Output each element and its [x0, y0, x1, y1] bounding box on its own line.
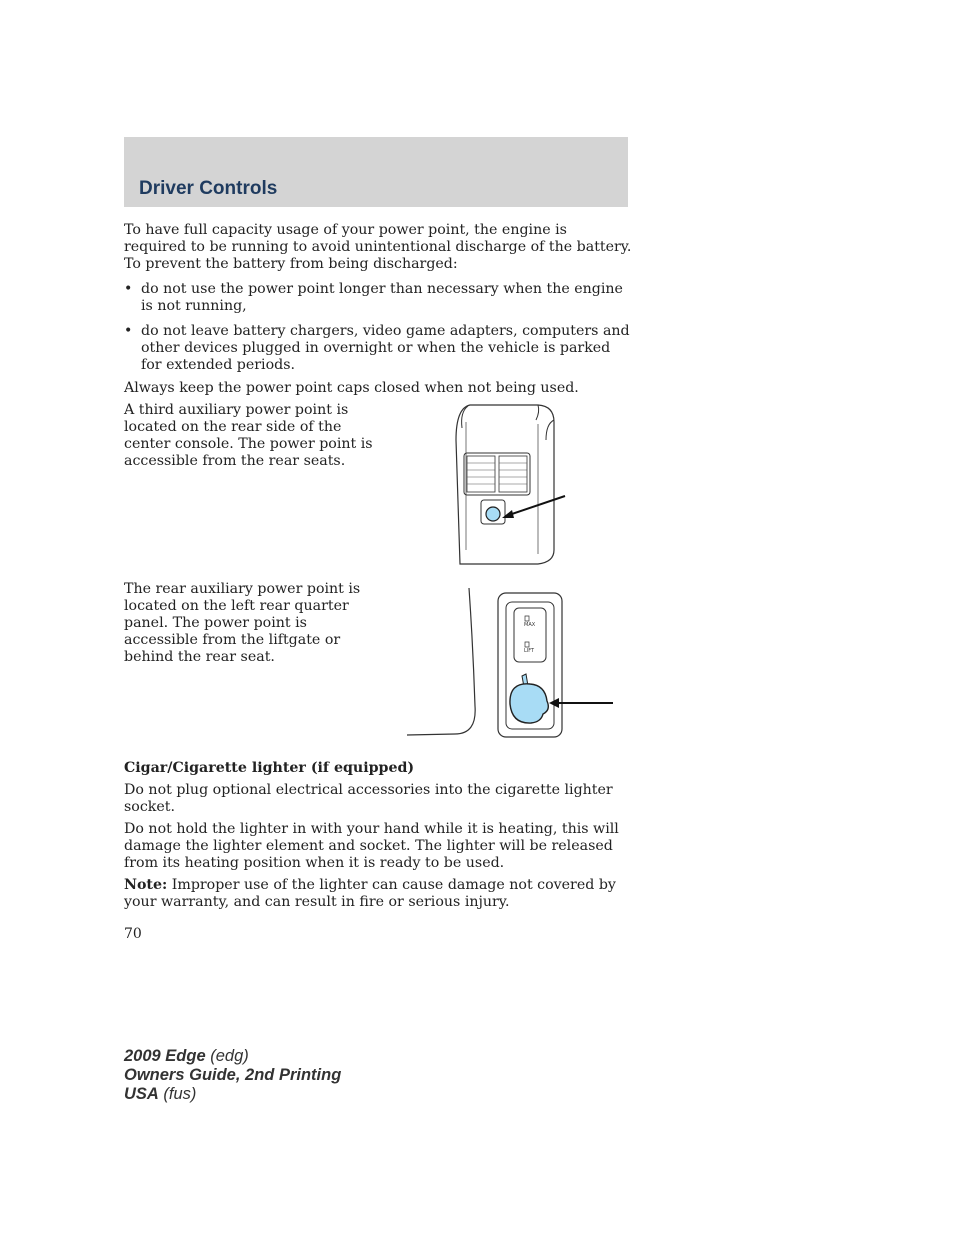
list-item	[124, 323, 632, 374]
bullet-icon: •	[124, 281, 133, 297]
footer-model: 2009 Edge	[124, 1047, 206, 1065]
intro-paragraph: To have full capacity usage of your power point, the engine is required to be running to avoid unintentional discharge of the battery. To prevent the battery from being discharged:	[124, 222, 632, 272]
list-item	[124, 281, 632, 315]
page-number: 70	[124, 926, 142, 942]
console-power-point-figure	[450, 400, 580, 568]
footer-line-3	[124, 1085, 341, 1104]
lighter-heading: Cigar/Cigarette lighter (if equipped)	[124, 760, 415, 776]
note-paragraph	[124, 877, 632, 911]
max-switch-label: MAX	[524, 622, 536, 628]
lighter-paragraph-2: Do not hold the lighter in with your hand while it is heating, this will damage the lighter element and socket. The lighter will be released from its heating position when it is ready to be used.	[124, 821, 619, 871]
footer	[124, 1047, 341, 1104]
caps-note: Always keep the power point caps closed when not being used.	[124, 380, 579, 396]
bullet-text: do not leave battery chargers, video game adapters, computers and other devices plugged in overnight or when the vehicle is parked for extended periods.	[141, 323, 630, 373]
note-label: Note:	[124, 877, 168, 893]
footer-line-1	[124, 1047, 341, 1066]
footer-guide: Owners Guide, 2nd Printing	[124, 1066, 342, 1084]
rear-power-point-text: The rear auxiliary power point is located on the left rear quarter panel. The power point is accessible from the liftgate or behind the rear seat.	[124, 581, 361, 665]
third-power-point-text: A third auxiliary power point is located on the rear side of the center console. The power point is accessible from the rear seats.	[124, 402, 373, 469]
footer-market-code: (fus)	[158, 1085, 197, 1103]
footer-market: USA	[124, 1085, 159, 1103]
lift-switch-label: LIFT	[524, 648, 535, 654]
footer-model-code: (edg)	[205, 1047, 249, 1065]
bullet-text: do not use the power point longer than necessary when the engine is not running,	[141, 281, 623, 314]
quarter-panel-power-point-figure	[405, 586, 620, 741]
lighter-paragraph-1: Do not plug optional electrical accessories into the cigarette lighter socket.	[124, 782, 613, 815]
bullet-icon: •	[124, 323, 133, 339]
footer-line-2	[124, 1066, 341, 1085]
note-text: Improper use of the lighter can cause damage not covered by your warranty, and can result in fire or serious injury.	[124, 877, 616, 910]
section-title: Driver Controls	[139, 178, 278, 199]
